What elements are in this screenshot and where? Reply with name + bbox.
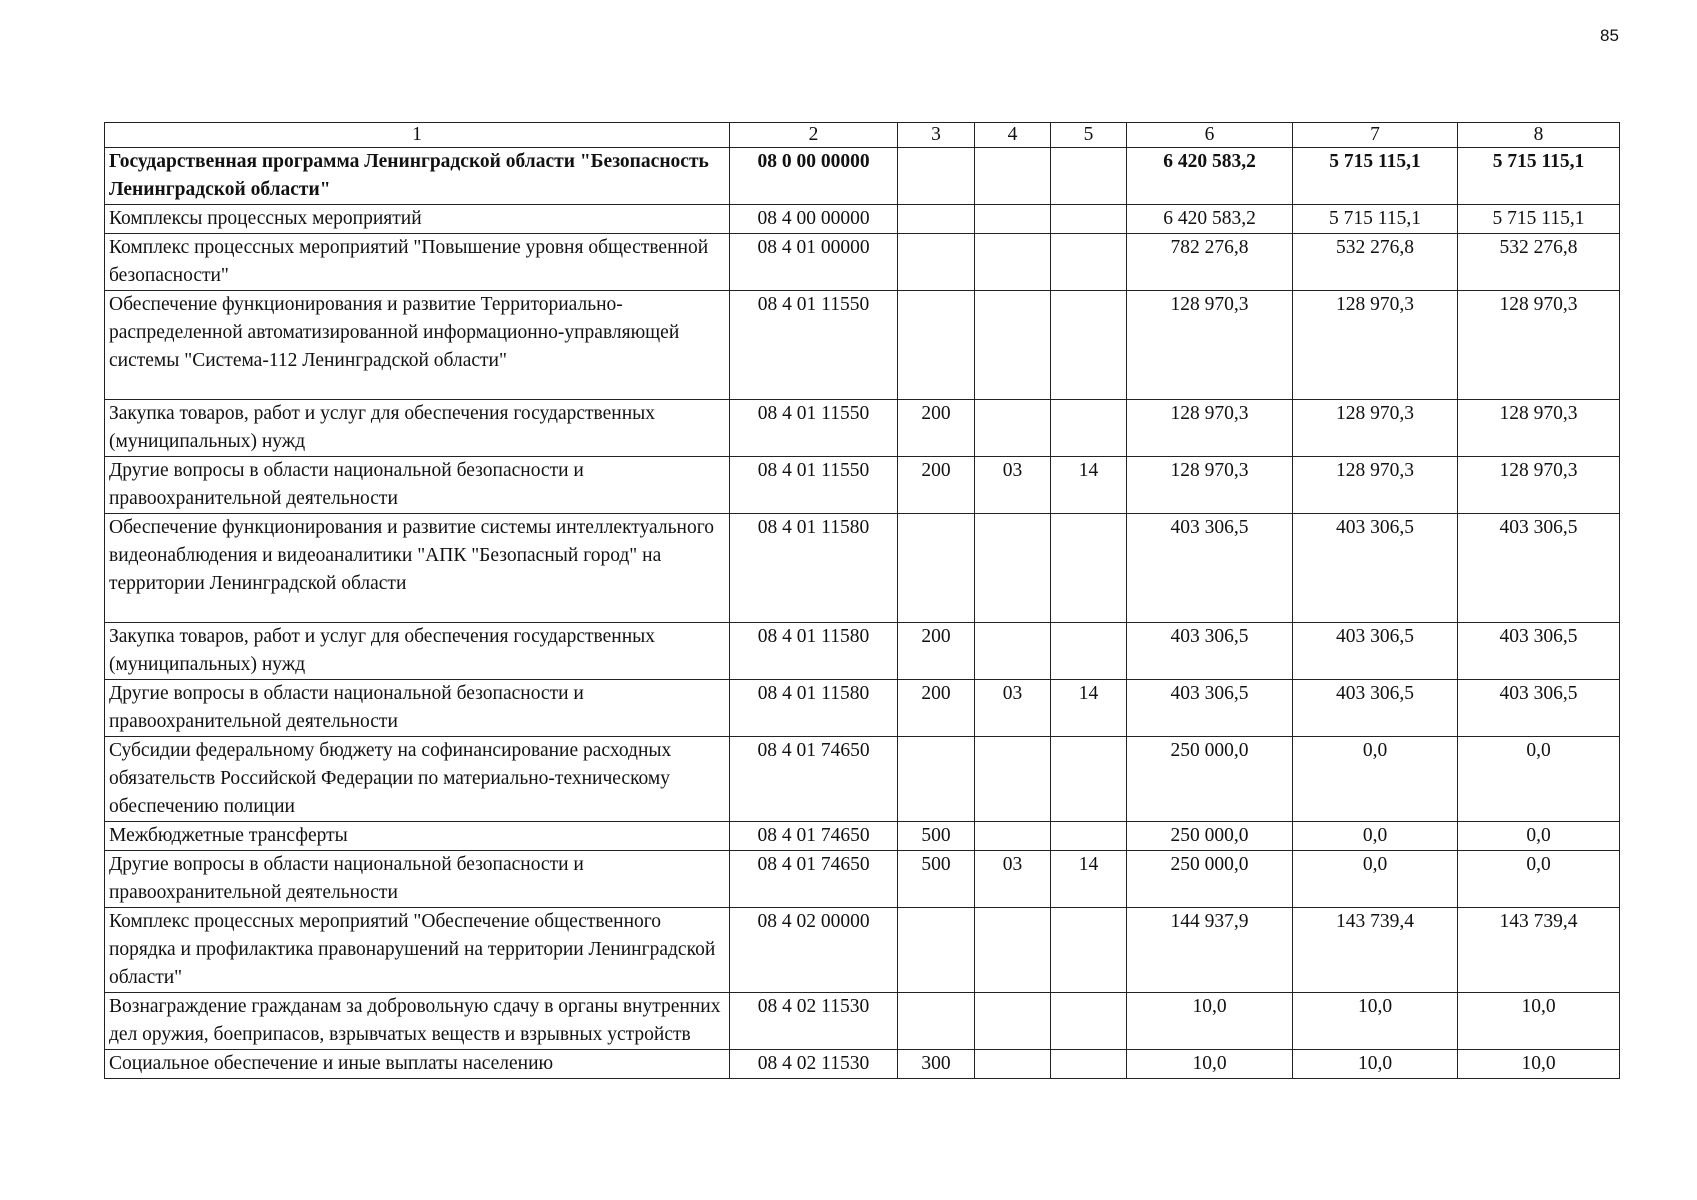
row-code-cell: 08 4 01 74650	[730, 737, 898, 822]
row-code-cell: 08 4 01 11580	[730, 680, 898, 737]
row-value7-cell: 10,0	[1293, 1050, 1458, 1079]
row-code-cell: 08 4 01 11550	[730, 291, 898, 400]
table-row	[105, 623, 1620, 680]
header-cell: 1	[105, 123, 730, 148]
row-col3-cell	[898, 291, 975, 400]
row-col3-cell: 200	[898, 623, 975, 680]
row-col4-cell	[975, 993, 1051, 1050]
row-col5-cell: 14	[1051, 457, 1127, 514]
table-row	[105, 1050, 1620, 1079]
row-value6-cell: 128 970,3	[1127, 457, 1293, 514]
row-col5-cell	[1051, 1050, 1127, 1079]
row-col4-cell: 03	[975, 680, 1051, 737]
row-col5-cell	[1051, 737, 1127, 822]
row-code-cell: 08 4 01 74650	[730, 851, 898, 908]
table-row	[105, 148, 1620, 205]
table-row	[105, 822, 1620, 851]
row-col5-cell	[1051, 205, 1127, 234]
row-name-cell: Обеспечение функционирования и развитие Территориально-распределенной автоматизированной информационно-управляющей системы "Система-112 Ленинградской области"	[105, 291, 730, 400]
page-number: 85	[1600, 26, 1619, 45]
row-col5-cell	[1051, 993, 1127, 1050]
table-row	[105, 234, 1620, 291]
table-row	[105, 851, 1620, 908]
row-value6-cell: 782 276,8	[1127, 234, 1293, 291]
row-value6-cell: 403 306,5	[1127, 514, 1293, 623]
row-col5-cell	[1051, 234, 1127, 291]
row-code-cell: 08 0 00 00000	[730, 148, 898, 205]
row-col5-cell	[1051, 400, 1127, 457]
row-col4-cell	[975, 205, 1051, 234]
row-col4-cell	[975, 908, 1051, 993]
row-value7-cell: 143 739,4	[1293, 908, 1458, 993]
row-col4-cell	[975, 1050, 1051, 1079]
row-code-cell: 08 4 01 11550	[730, 400, 898, 457]
row-col3-cell	[898, 205, 975, 234]
row-value6-cell: 403 306,5	[1127, 680, 1293, 737]
header-cell: 2	[730, 123, 898, 148]
row-value8-cell: 5 715 115,1	[1458, 148, 1620, 205]
row-name-cell: Субсидии федеральному бюджету на софинансирование расходных обязательств Российской Федерации по материально-техническому обеспечению полиции	[105, 737, 730, 822]
row-name-cell: Вознаграждение гражданам за добровольную сдачу в органы внутренних дел оружия, боеприпасов, взрывчатых веществ и взрывных устройств	[105, 993, 730, 1050]
table-header-row	[105, 123, 1620, 148]
table-row	[105, 400, 1620, 457]
row-code-cell: 08 4 01 00000	[730, 234, 898, 291]
row-value8-cell: 0,0	[1458, 851, 1620, 908]
row-value8-cell: 10,0	[1458, 1050, 1620, 1079]
row-code-cell: 08 4 01 11580	[730, 623, 898, 680]
row-col3-cell	[898, 993, 975, 1050]
row-col4-cell	[975, 737, 1051, 822]
row-code-cell: 08 4 02 00000	[730, 908, 898, 993]
row-code-cell: 08 4 01 11550	[730, 457, 898, 514]
row-value7-cell: 128 970,3	[1293, 291, 1458, 400]
row-col5-cell: 14	[1051, 851, 1127, 908]
row-value7-cell: 128 970,3	[1293, 457, 1458, 514]
row-name-cell: Комплексы процессных мероприятий	[105, 205, 730, 234]
table-row	[105, 908, 1620, 993]
row-value8-cell: 532 276,8	[1458, 234, 1620, 291]
row-value7-cell: 5 715 115,1	[1293, 205, 1458, 234]
row-col3-cell: 200	[898, 400, 975, 457]
table-row	[105, 737, 1620, 822]
row-name-cell: Другие вопросы в области национальной безопасности и правоохранительной деятельности	[105, 851, 730, 908]
row-value6-cell: 6 420 583,2	[1127, 205, 1293, 234]
header-cell: 4	[975, 123, 1051, 148]
row-value6-cell: 250 000,0	[1127, 737, 1293, 822]
row-col3-cell: 500	[898, 851, 975, 908]
row-value8-cell: 143 739,4	[1458, 908, 1620, 993]
row-name-cell: Другие вопросы в области национальной безопасности и правоохранительной деятельности	[105, 680, 730, 737]
table-row	[105, 291, 1620, 400]
row-name-cell: Комплекс процессных мероприятий "Обеспечение общественного порядка и профилактика правонарушений на территории Ленинградской области"	[105, 908, 730, 993]
row-value6-cell: 6 420 583,2	[1127, 148, 1293, 205]
row-code-cell: 08 4 01 11580	[730, 514, 898, 623]
row-col3-cell: 200	[898, 457, 975, 514]
row-value6-cell: 10,0	[1127, 993, 1293, 1050]
row-value7-cell: 403 306,5	[1293, 514, 1458, 623]
row-value7-cell: 403 306,5	[1293, 623, 1458, 680]
row-col4-cell	[975, 822, 1051, 851]
row-value6-cell: 128 970,3	[1127, 400, 1293, 457]
row-value6-cell: 250 000,0	[1127, 851, 1293, 908]
row-value8-cell: 128 970,3	[1458, 457, 1620, 514]
row-col5-cell	[1051, 822, 1127, 851]
row-value6-cell: 10,0	[1127, 1050, 1293, 1079]
row-col4-cell: 03	[975, 457, 1051, 514]
row-col4-cell: 03	[975, 851, 1051, 908]
row-name-cell: Другие вопросы в области национальной безопасности и правоохранительной деятельности	[105, 457, 730, 514]
row-col3-cell: 500	[898, 822, 975, 851]
row-value7-cell: 0,0	[1293, 737, 1458, 822]
table-row	[105, 457, 1620, 514]
row-col4-cell	[975, 234, 1051, 291]
row-col4-cell	[975, 400, 1051, 457]
header-cell: 5	[1051, 123, 1127, 148]
row-name-cell: Комплекс процессных мероприятий "Повышение уровня общественной безопасности"	[105, 234, 730, 291]
row-name-cell: Закупка товаров, работ и услуг для обеспечения государственных (муниципальных) нужд	[105, 623, 730, 680]
row-value7-cell: 0,0	[1293, 822, 1458, 851]
row-col5-cell	[1051, 148, 1127, 205]
row-code-cell: 08 4 01 74650	[730, 822, 898, 851]
row-col4-cell	[975, 148, 1051, 205]
row-name-cell: Межбюджетные трансферты	[105, 822, 730, 851]
row-value7-cell: 128 970,3	[1293, 400, 1458, 457]
row-col3-cell	[898, 514, 975, 623]
row-col5-cell	[1051, 291, 1127, 400]
row-value8-cell: 403 306,5	[1458, 514, 1620, 623]
row-name-cell: Закупка товаров, работ и услуг для обеспечения государственных (муниципальных) нужд	[105, 400, 730, 457]
header-cell: 8	[1458, 123, 1620, 148]
row-col3-cell	[898, 148, 975, 205]
budget-table	[104, 122, 1620, 1079]
table-row	[105, 680, 1620, 737]
row-col5-cell	[1051, 514, 1127, 623]
row-col5-cell	[1051, 908, 1127, 993]
row-col3-cell: 200	[898, 680, 975, 737]
row-col4-cell	[975, 291, 1051, 400]
row-value7-cell: 10,0	[1293, 993, 1458, 1050]
row-col3-cell	[898, 908, 975, 993]
row-value6-cell: 128 970,3	[1127, 291, 1293, 400]
table-row	[105, 514, 1620, 623]
row-value7-cell: 0,0	[1293, 851, 1458, 908]
row-value8-cell: 5 715 115,1	[1458, 205, 1620, 234]
table-row	[105, 205, 1620, 234]
header-cell: 6	[1127, 123, 1293, 148]
row-value8-cell: 128 970,3	[1458, 400, 1620, 457]
row-col4-cell	[975, 514, 1051, 623]
row-name-cell: Социальное обеспечение и иные выплаты населению	[105, 1050, 730, 1079]
row-value8-cell: 403 306,5	[1458, 623, 1620, 680]
row-value8-cell: 128 970,3	[1458, 291, 1620, 400]
row-value7-cell: 5 715 115,1	[1293, 148, 1458, 205]
table-body	[105, 123, 1620, 1079]
row-col3-cell	[898, 234, 975, 291]
row-col5-cell: 14	[1051, 680, 1127, 737]
row-value7-cell: 403 306,5	[1293, 680, 1458, 737]
row-name-cell: Государственная программа Ленинградской области "Безопасность Ленинградской области"	[105, 148, 730, 205]
row-code-cell: 08 4 02 11530	[730, 993, 898, 1050]
row-col3-cell: 300	[898, 1050, 975, 1079]
row-code-cell: 08 4 00 00000	[730, 205, 898, 234]
row-value8-cell: 0,0	[1458, 822, 1620, 851]
row-value8-cell: 10,0	[1458, 993, 1620, 1050]
row-name-cell: Обеспечение функционирования и развитие системы интеллектуального видеонаблюдения и видеоаналитики "АПК "Безопасный город" на территории Ленинградской области	[105, 514, 730, 623]
row-col4-cell	[975, 623, 1051, 680]
row-value7-cell: 532 276,8	[1293, 234, 1458, 291]
row-value6-cell: 144 937,9	[1127, 908, 1293, 993]
row-value6-cell: 403 306,5	[1127, 623, 1293, 680]
header-cell: 7	[1293, 123, 1458, 148]
row-value8-cell: 0,0	[1458, 737, 1620, 822]
row-value8-cell: 403 306,5	[1458, 680, 1620, 737]
row-value6-cell: 250 000,0	[1127, 822, 1293, 851]
row-code-cell: 08 4 02 11530	[730, 1050, 898, 1079]
table-row	[105, 993, 1620, 1050]
row-col3-cell	[898, 737, 975, 822]
row-col5-cell	[1051, 623, 1127, 680]
header-cell: 3	[898, 123, 975, 148]
